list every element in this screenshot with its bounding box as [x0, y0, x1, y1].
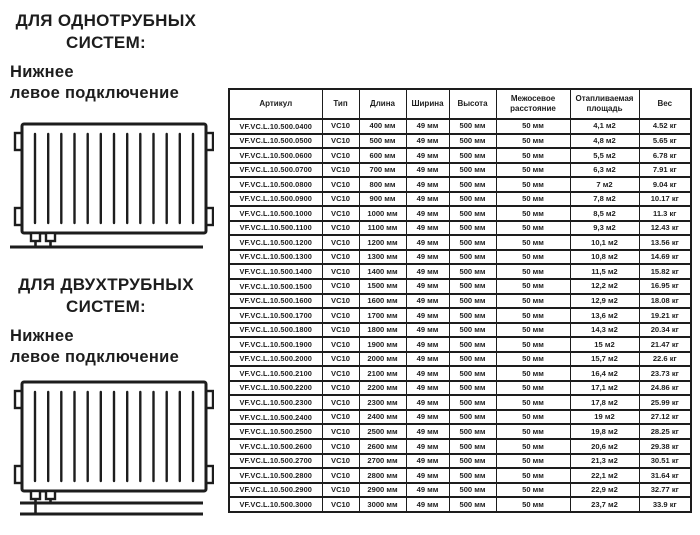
table-cell: VF.VC.L.10.500.1500 [229, 279, 322, 294]
table-cell: 500 мм [449, 497, 496, 512]
table-cell: VF.VC.L.10.500.2700 [229, 454, 322, 469]
table-cell: 29.38 кг [639, 439, 691, 454]
table-cell: VF.VC.L.10.500.0400 [229, 119, 322, 134]
table-cell: 50 мм [496, 279, 570, 294]
table-cell: 2600 мм [359, 439, 406, 454]
table-cell: VF.VC.L.10.500.1300 [229, 250, 322, 265]
table-cell: VC10 [322, 410, 359, 425]
table-cell: 6.78 кг [639, 148, 691, 163]
column-header: Отапливаемая площадь [570, 89, 639, 119]
table-cell: 500 мм [449, 483, 496, 498]
table-cell: 49 мм [406, 468, 449, 483]
table-row [229, 221, 691, 236]
radiator-diagram-single-pipe-icon [2, 112, 214, 254]
table-cell: VC10 [322, 337, 359, 352]
table-cell: 22,1 м2 [570, 468, 639, 483]
table-cell: 19 м2 [570, 410, 639, 425]
table-cell: 3000 мм [359, 497, 406, 512]
table-cell: 49 мм [406, 497, 449, 512]
table-cell: 50 мм [496, 177, 570, 192]
table-cell: 18.08 кг [639, 294, 691, 309]
table-cell: 500 мм [449, 323, 496, 338]
table-cell: VF.VC.L.10.500.2600 [229, 439, 322, 454]
table-row [229, 148, 691, 163]
table-cell: 14,3 м2 [570, 323, 639, 338]
table-cell: 33.9 кг [639, 497, 691, 512]
table-row [229, 119, 691, 134]
table-cell: 500 мм [449, 439, 496, 454]
table-cell: 7 м2 [570, 177, 639, 192]
single-pipe-connection-label [10, 62, 222, 103]
table-cell: 49 мм [406, 134, 449, 149]
table-cell: 12,9 м2 [570, 294, 639, 309]
table-row [229, 192, 691, 207]
table-row [229, 177, 691, 192]
table-row [229, 134, 691, 149]
table-cell: VF.VC.L.10.500.2000 [229, 352, 322, 367]
table-cell: 6,3 м2 [570, 163, 639, 178]
table-cell: 10.17 кг [639, 192, 691, 207]
table-row [229, 352, 691, 367]
table-row [229, 337, 691, 352]
table-cell: 50 мм [496, 468, 570, 483]
table-cell: 2200 мм [359, 381, 406, 396]
table-cell: 500 мм [449, 352, 496, 367]
two-pipe-heading [0, 274, 212, 318]
table-cell: 500 мм [449, 148, 496, 163]
table-cell: VF.VC.L.10.500.0900 [229, 192, 322, 207]
table-cell: 49 мм [406, 424, 449, 439]
table-row [229, 323, 691, 338]
spec-table-body [229, 119, 691, 512]
table-cell: VC10 [322, 264, 359, 279]
table-cell: VC10 [322, 424, 359, 439]
header-row [229, 89, 691, 119]
table-cell: 49 мм [406, 250, 449, 265]
table-cell: 1200 мм [359, 235, 406, 250]
table-cell: VC10 [322, 206, 359, 221]
radiator-diagram-two-pipe-icon [2, 368, 214, 520]
table-cell: 49 мм [406, 308, 449, 323]
table-cell: VF.VC.L.10.500.1200 [229, 235, 322, 250]
table-cell: 50 мм [496, 366, 570, 381]
table-cell: 49 мм [406, 337, 449, 352]
table-cell: 500 мм [449, 177, 496, 192]
table-cell: 22,9 м2 [570, 483, 639, 498]
table-cell: VC10 [322, 366, 359, 381]
table-cell: 500 мм [449, 221, 496, 236]
table-cell: 2500 мм [359, 424, 406, 439]
table-cell: 1100 мм [359, 221, 406, 236]
table-cell: 49 мм [406, 395, 449, 410]
table-cell: 14.69 кг [639, 250, 691, 265]
table-cell: 500 мм [449, 294, 496, 309]
table-cell: VF.VC.L.10.500.1000 [229, 206, 322, 221]
table-cell: 2100 мм [359, 366, 406, 381]
table-cell: 800 мм [359, 177, 406, 192]
table-cell: 23,7 м2 [570, 497, 639, 512]
table-cell: 1900 мм [359, 337, 406, 352]
table-cell: 500 мм [449, 250, 496, 265]
table-cell: VC10 [322, 221, 359, 236]
table-cell: 15 м2 [570, 337, 639, 352]
column-header: Артикул [229, 89, 322, 119]
table-cell: 17,8 м2 [570, 395, 639, 410]
table-cell: 2300 мм [359, 395, 406, 410]
table-cell: 49 мм [406, 279, 449, 294]
table-cell: 49 мм [406, 235, 449, 250]
table-cell: 49 мм [406, 410, 449, 425]
table-row [229, 264, 691, 279]
table-cell: VF.VC.L.10.500.0500 [229, 134, 322, 149]
table-cell: 500 мм [449, 337, 496, 352]
table-cell: 7,8 м2 [570, 192, 639, 207]
table-cell: 50 мм [496, 381, 570, 396]
table-cell: VC10 [322, 381, 359, 396]
table-cell: VC10 [322, 395, 359, 410]
table-cell: VF.VC.L.10.500.0600 [229, 148, 322, 163]
table-cell: 13,6 м2 [570, 308, 639, 323]
single-pipe-heading-line1: ДЛЯ ОДНОТРУБНЫХ [15, 11, 197, 30]
table-cell: VF.VC.L.10.500.2500 [229, 424, 322, 439]
table-cell: 16,4 м2 [570, 366, 639, 381]
table-cell: 49 мм [406, 294, 449, 309]
table-cell: VF.VC.L.10.500.2300 [229, 395, 322, 410]
table-cell: VC10 [322, 497, 359, 512]
table-cell: 15.82 кг [639, 264, 691, 279]
table-cell: 50 мм [496, 221, 570, 236]
table-cell: VF.VC.L.10.500.1900 [229, 337, 322, 352]
table-cell: VC10 [322, 454, 359, 469]
table-cell: VF.VC.L.10.500.2800 [229, 468, 322, 483]
table-cell: 500 мм [449, 381, 496, 396]
table-cell: VC10 [322, 468, 359, 483]
table-cell: 50 мм [496, 337, 570, 352]
table-cell: 8,5 м2 [570, 206, 639, 221]
table-cell: 2700 мм [359, 454, 406, 469]
table-cell: 9.04 кг [639, 177, 691, 192]
table-cell: VF.VC.L.10.500.2900 [229, 483, 322, 498]
table-cell: 12,2 м2 [570, 279, 639, 294]
table-cell: 50 мм [496, 192, 570, 207]
table-cell: 50 мм [496, 497, 570, 512]
table-cell: 500 мм [449, 308, 496, 323]
column-header: Длина [359, 89, 406, 119]
table-cell: VC10 [322, 119, 359, 134]
table-cell: 19,8 м2 [570, 424, 639, 439]
single-pipe-heading [0, 10, 212, 54]
table-cell: 500 мм [449, 279, 496, 294]
table-cell: 7.91 кг [639, 163, 691, 178]
table-cell: 500 мм [449, 454, 496, 469]
table-row [229, 235, 691, 250]
table-cell: 1300 мм [359, 250, 406, 265]
table-cell: VC10 [322, 134, 359, 149]
table-cell: 49 мм [406, 163, 449, 178]
two-pipe-heading-line1: ДЛЯ ДВУХТРУБНЫХ [18, 275, 194, 294]
connection-label-line2: левое подключение [10, 83, 180, 102]
table-cell: 50 мм [496, 119, 570, 134]
table-cell: 50 мм [496, 148, 570, 163]
table-cell: 500 мм [449, 134, 496, 149]
two-pipe-connection-label [10, 326, 222, 367]
table-cell: 1600 мм [359, 294, 406, 309]
table-cell: 500 мм [449, 395, 496, 410]
table-cell: 25.99 кг [639, 395, 691, 410]
table-cell: 49 мм [406, 381, 449, 396]
table-cell: 49 мм [406, 192, 449, 207]
table-row [229, 468, 691, 483]
table-cell: 16.95 кг [639, 279, 691, 294]
table-row [229, 381, 691, 396]
table-cell: VF.VC.L.10.500.2400 [229, 410, 322, 425]
table-row [229, 366, 691, 381]
table-cell: 23.73 кг [639, 366, 691, 381]
left-panel [0, 0, 222, 535]
table-cell: 28.25 кг [639, 424, 691, 439]
table-cell: 31.64 кг [639, 468, 691, 483]
table-cell: 21,3 м2 [570, 454, 639, 469]
table-cell: VF.VC.L.10.500.0800 [229, 177, 322, 192]
spec-table [228, 88, 692, 513]
column-header: Вес [639, 89, 691, 119]
table-cell: 10,8 м2 [570, 250, 639, 265]
table-cell: VC10 [322, 148, 359, 163]
table-cell: 500 мм [449, 119, 496, 134]
table-cell: 50 мм [496, 352, 570, 367]
table-cell: 500 мм [449, 424, 496, 439]
table-cell: 21.47 кг [639, 337, 691, 352]
table-cell: 500 мм [449, 264, 496, 279]
table-cell: 50 мм [496, 206, 570, 221]
connection-label-line1: Нижнее [10, 327, 74, 345]
table-cell: 50 мм [496, 294, 570, 309]
table-row [229, 454, 691, 469]
table-row [229, 250, 691, 265]
column-header: Межосевое расстояние [496, 89, 570, 119]
table-cell: 5.65 кг [639, 134, 691, 149]
table-cell: 13.56 кг [639, 235, 691, 250]
table-cell: 49 мм [406, 148, 449, 163]
table-cell: VC10 [322, 308, 359, 323]
table-cell: 4.52 кг [639, 119, 691, 134]
table-cell: 27.12 кг [639, 410, 691, 425]
table-cell: 1700 мм [359, 308, 406, 323]
table-cell: 19.21 кг [639, 308, 691, 323]
column-header: Тип [322, 89, 359, 119]
table-cell: 50 мм [496, 250, 570, 265]
table-cell: VC10 [322, 279, 359, 294]
table-cell: 500 мм [449, 366, 496, 381]
table-row [229, 410, 691, 425]
table-cell: VC10 [322, 483, 359, 498]
table-row [229, 439, 691, 454]
table-cell: 49 мм [406, 352, 449, 367]
connection-label-line1: Нижнее [10, 63, 74, 81]
table-cell: VC10 [322, 177, 359, 192]
table-row [229, 483, 691, 498]
table-cell: 500 мм [359, 134, 406, 149]
table-cell: 900 мм [359, 192, 406, 207]
table-cell: 49 мм [406, 454, 449, 469]
table-cell: 600 мм [359, 148, 406, 163]
table-cell: VF.VC.L.10.500.1600 [229, 294, 322, 309]
table-cell: VF.VC.L.10.500.3000 [229, 497, 322, 512]
table-row [229, 395, 691, 410]
table-cell: 500 мм [449, 410, 496, 425]
table-cell: 10,1 м2 [570, 235, 639, 250]
table-cell: 500 мм [449, 468, 496, 483]
table-cell: VC10 [322, 439, 359, 454]
table-cell: VC10 [322, 192, 359, 207]
table-cell: 50 мм [496, 483, 570, 498]
table-cell: 4,8 м2 [570, 134, 639, 149]
table-cell: 49 мм [406, 206, 449, 221]
table-cell: 2000 мм [359, 352, 406, 367]
table-cell: 2800 мм [359, 468, 406, 483]
table-cell: 500 мм [449, 163, 496, 178]
table-row [229, 206, 691, 221]
table-cell: 22.6 кг [639, 352, 691, 367]
table-cell: 50 мм [496, 410, 570, 425]
two-pipe-heading-line2: СИСТЕМ: [66, 296, 146, 316]
table-cell: 2900 мм [359, 483, 406, 498]
single-pipe-heading-line2: СИСТЕМ: [66, 32, 146, 52]
table-cell: 50 мм [496, 163, 570, 178]
table-cell: 50 мм [496, 454, 570, 469]
table-cell: VC10 [322, 235, 359, 250]
column-header: Высота [449, 89, 496, 119]
table-cell: VF.VC.L.10.500.0700 [229, 163, 322, 178]
table-cell: 500 мм [449, 206, 496, 221]
table-cell: 15,7 м2 [570, 352, 639, 367]
table-cell: VC10 [322, 294, 359, 309]
table-cell: 49 мм [406, 177, 449, 192]
table-cell: 30.51 кг [639, 454, 691, 469]
table-cell: 49 мм [406, 323, 449, 338]
table-cell: 1800 мм [359, 323, 406, 338]
spec-table-header [229, 89, 691, 119]
table-cell: 50 мм [496, 395, 570, 410]
table-cell: VF.VC.L.10.500.1700 [229, 308, 322, 323]
table-cell: 11.3 кг [639, 206, 691, 221]
table-cell: 4,1 м2 [570, 119, 639, 134]
connection-label-line2: левое подключение [10, 347, 180, 366]
table-cell: 500 мм [449, 192, 496, 207]
table-cell: 20,6 м2 [570, 439, 639, 454]
spec-table-area [228, 88, 690, 513]
table-cell: 49 мм [406, 366, 449, 381]
table-cell: 400 мм [359, 119, 406, 134]
table-row [229, 497, 691, 512]
table-cell: 50 мм [496, 264, 570, 279]
table-row [229, 279, 691, 294]
table-cell: 24.86 кг [639, 381, 691, 396]
table-cell: 49 мм [406, 483, 449, 498]
table-cell: 9,3 м2 [570, 221, 639, 236]
table-cell: 50 мм [496, 439, 570, 454]
table-cell: 11,5 м2 [570, 264, 639, 279]
table-cell: VF.VC.L.10.500.1100 [229, 221, 322, 236]
table-cell: 49 мм [406, 221, 449, 236]
table-row [229, 163, 691, 178]
table-cell: VC10 [322, 323, 359, 338]
table-cell: 50 мм [496, 424, 570, 439]
table-cell: VC10 [322, 163, 359, 178]
table-cell: 500 мм [449, 235, 496, 250]
table-cell: 49 мм [406, 439, 449, 454]
table-row [229, 294, 691, 309]
table-cell: 2400 мм [359, 410, 406, 425]
table-cell: 12.43 кг [639, 221, 691, 236]
table-cell: VF.VC.L.10.500.1400 [229, 264, 322, 279]
table-cell: 1000 мм [359, 206, 406, 221]
table-cell: 1500 мм [359, 279, 406, 294]
table-cell: 50 мм [496, 235, 570, 250]
table-cell: 49 мм [406, 264, 449, 279]
table-cell: 32.77 кг [639, 483, 691, 498]
table-cell: 1400 мм [359, 264, 406, 279]
table-cell: VC10 [322, 352, 359, 367]
table-cell: 50 мм [496, 323, 570, 338]
table-cell: 5,5 м2 [570, 148, 639, 163]
table-cell: VF.VC.L.10.500.1800 [229, 323, 322, 338]
table-cell: 49 мм [406, 119, 449, 134]
table-row [229, 424, 691, 439]
table-cell: 700 мм [359, 163, 406, 178]
column-header: Ширина [406, 89, 449, 119]
table-cell: VF.VC.L.10.500.2200 [229, 381, 322, 396]
table-cell: VF.VC.L.10.500.2100 [229, 366, 322, 381]
table-cell: 50 мм [496, 308, 570, 323]
table-cell: 20.34 кг [639, 323, 691, 338]
table-row [229, 308, 691, 323]
table-cell: 17,1 м2 [570, 381, 639, 396]
table-cell: 50 мм [496, 134, 570, 149]
table-cell: VC10 [322, 250, 359, 265]
